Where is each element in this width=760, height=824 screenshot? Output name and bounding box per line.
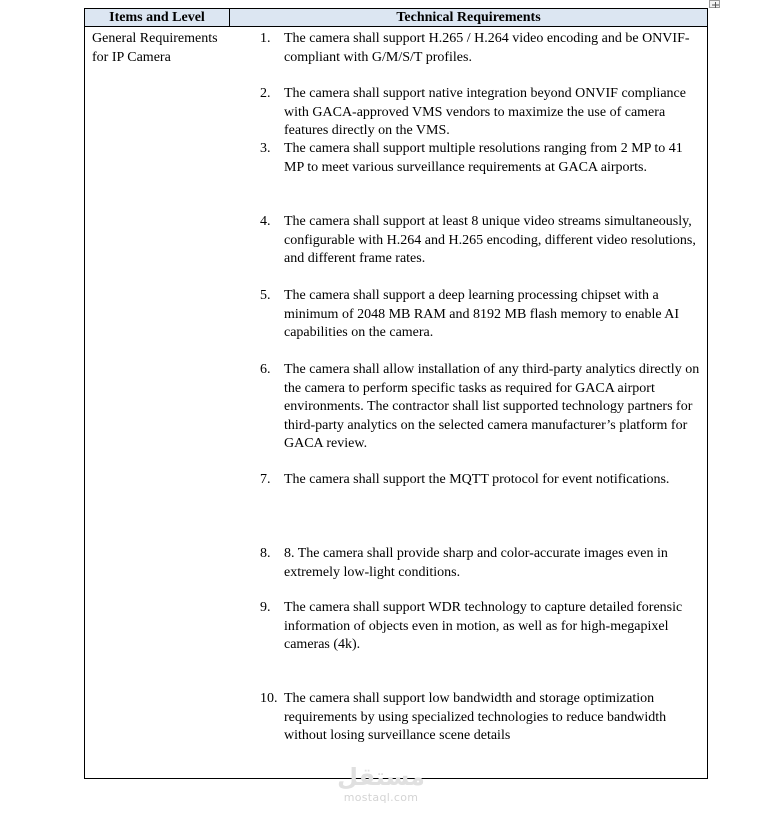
requirement-number: 9. [260, 600, 271, 615]
requirement-number: 6. [260, 362, 271, 377]
requirement-number: 1. [260, 31, 271, 46]
watermark-site-text: mostaql.com [343, 791, 419, 804]
requirement-number: 7. [260, 472, 271, 487]
requirement-number: 5. [260, 288, 271, 303]
requirement-text: 8. The camera shall provide sharp and color-accurate images even in extremely low-light conditions. [284, 546, 668, 580]
watermark-arabic-text: مستقل [337, 763, 425, 791]
requirement-number: 10. [260, 691, 278, 706]
table-move-handle[interactable] [709, 0, 720, 8]
requirement-number: 3. [260, 141, 271, 156]
requirement-number: 4. [260, 214, 271, 229]
requirement-number: 2. [260, 86, 271, 101]
item-level-cell: General Requirements for IP Camera [92, 31, 218, 65]
requirement-text: The camera shall support H.265 / H.264 video encoding and be ONVIF-compliant with G/M/S/T profiles. [284, 31, 690, 65]
requirement-text: The camera shall allow installation of any third-party analytics directly on the camera to perform specific tasks as required for GACA airport environments. The contractor shall list supported technology partners for third-party analytics on the selected camera manufacturer’s platform for GACA review. [284, 362, 700, 451]
requirement-text: The camera shall support native integration beyond ONVIF compliance with GACA-approved VMS vendors to maximize the use of camera features directly on the VMS. [284, 86, 686, 138]
requirement-text: The camera shall support a deep learning processing chipset with a minimum of 2048 MB RAM and 8192 MB flash memory to enable AI capabilities on the camera. [284, 288, 680, 340]
requirement-text: The camera shall support multiple resolutions ranging from 2 MP to 41 MP to meet various surveillance requirements at GACA airports. [284, 141, 683, 175]
header-items-and-level: Items and Level [109, 10, 205, 25]
header-technical-requirements: Technical Requirements [396, 10, 541, 25]
requirement-text: The camera shall support low bandwidth and storage optimization requirements by using specialized technologies to reduce bandwidth without losing surveillance scene details [284, 691, 667, 743]
requirement-text: The camera shall support WDR technology to capture detailed forensic information of objects even in motion, as well as for high-megapixel cameras (4k). [284, 600, 683, 652]
move-arrows-icon [710, 1, 721, 9]
mostaql-watermark [333, 763, 429, 804]
requirements-table [84, 8, 708, 779]
requirement-text: The camera shall support at least 8 unique video streams simultaneously, configurable with H.264 and H.265 encoding, different video resolutions, and different frame rates. [284, 214, 696, 266]
requirement-number: 8. [260, 546, 271, 561]
table-header-row [85, 9, 707, 27]
requirement-text: The camera shall support the MQTT protocol for event notifications. [284, 472, 670, 487]
